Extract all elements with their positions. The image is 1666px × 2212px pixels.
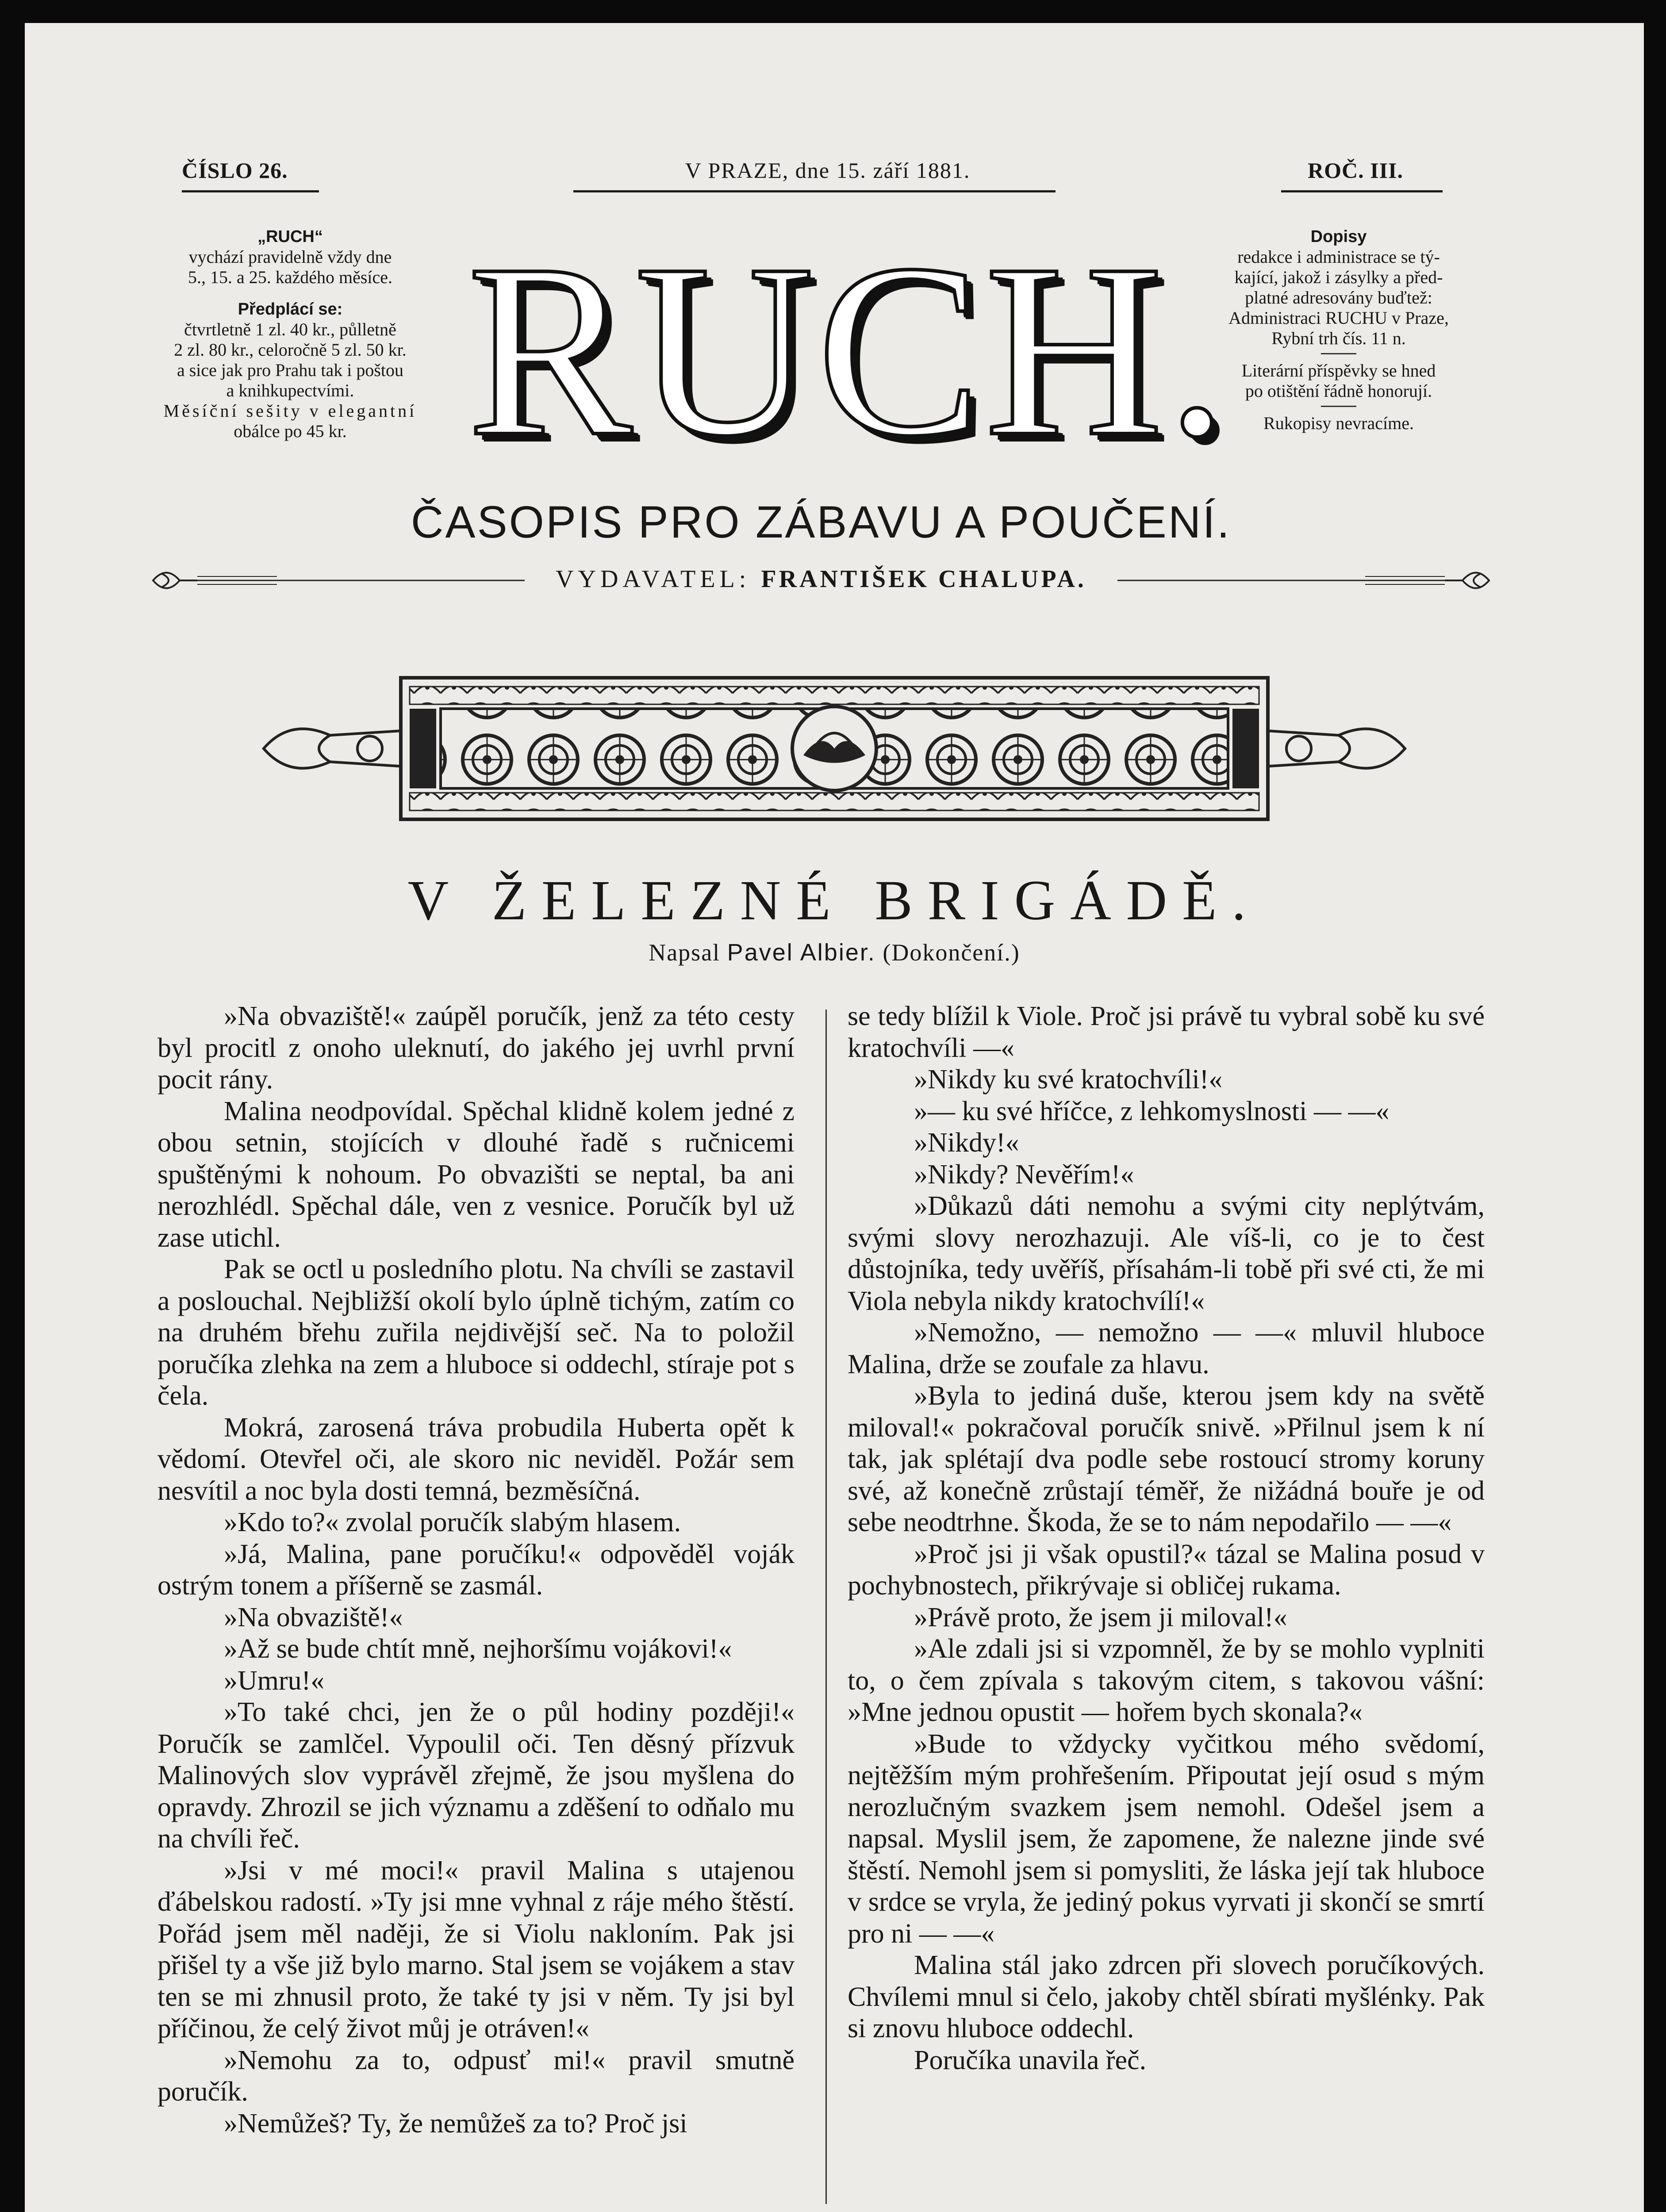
author-name: Pavel Albier. (727, 939, 876, 966)
paragraph: »Nemůžeš? Ty, že nemůžeš za to? Proč jsi (224, 2108, 687, 2139)
paragraph: »Ale zdali jsi si vzpomněl, že by se mohlo vyplniti to, o čem zpívala s takovým citem, s takovou vášní: »Mne jednou opustit — hořem bych skonala?« (848, 1634, 1485, 1727)
paragraph: Malina stál jako zdrcen při slovech poručíkových. Chvílemi mnul si čelo, jakoby chtěl sbírati myšlénky. Pak si znovu hluboce oddechl. (848, 1950, 1485, 2043)
info-line: obálce po 45 kr. (234, 421, 347, 441)
publisher-line (423, 565, 1219, 593)
paragraph: »Důkazů dáti nemohu a svými city neplýtvám, svými slovy nerozhazuji. Ale víš-li, co je to čest důstojníka, tedy uvěříš, přísahám-li tobě při své cti, že mi Viola nebyla nikdy kratochvílí!« (848, 1191, 1485, 1316)
ornamental-banner (255, 660, 1414, 837)
divider (1321, 353, 1356, 354)
info-line: Měsíční sešity v elegantní (163, 401, 417, 421)
paragraph: Mokrá, zarosená tráva probudila Huberta opět k vědomí. Otevřel oči, ale skoro nic neviděl. Požár sem nesvítil a noc byla dosti temná, bezměsíčná. (157, 1412, 795, 1506)
paragraph: »Až se bude chtít mně, nejhoršímu vojákovi!« (224, 1634, 732, 1664)
paragraph: »Umru!« (224, 1665, 325, 1696)
divider (1321, 406, 1356, 407)
info-line: 2 zl. 80 kr., celoročně 5 zl. 50 kr. (174, 340, 407, 360)
volume-number: ROČ. III. (1308, 158, 1403, 183)
paragraph: »Nemožno, — nemožno — —« mluvil hluboce Malina, drže se zoufale za hlavu. (848, 1317, 1485, 1379)
info-line: kající, jakož i zásylky a před- (1234, 267, 1443, 287)
paragraph: »To také chci, jen že o půl hodiny později!« Poručík se zamlčel. Vypoulil oči. Ten děsný přízvuk Malinových slov vyprávěl zřejmě, že jsou myšlena do opravdy. Zhrozil se jich významu a zděšení to odňalo mu na chvíli řeč. (157, 1697, 795, 1854)
dateline: V PRAZE, dne 15. září 1881. (685, 158, 971, 183)
info-line: platné adresovány buďtež: (1245, 288, 1432, 307)
subscription-heading: Předplácí se: (238, 300, 343, 319)
paragraph: »Bude to vždycky vyčitkou mého svědomí, nejtěžším mým prohřešením. Připoutat její osud s mým nerozlučným svazkem jsem nemohl. Odešel jsem a napsal. Myslil jsem, že zapomene, že nalezne jinde své štěstí. Nemohl jsem si pomysliti, že láska její tak hluboce v srdce se vryla, že jediný pokus vyrvati ji skončí se smrtí pro ni — —« (848, 1728, 1485, 1949)
info-line: redakce i administrace se tý- (1237, 247, 1440, 267)
paragraph: »— ku své hříčce, z lehkomyslnosti — —« (914, 1096, 1390, 1126)
info-line: a sice jak pro Prahu tak i poštou (177, 360, 404, 380)
paragraph: »Jsi v mé moci!« pravil Malina s utajenou ďábelskou radostí. »Ty jsi mne vyhnal z ráje mého štěstí. Pořád jsem měl naději, že si Violu nakloním. Pak jsi přišel ty a vše již bylo marno. Stal jsem se vojákem a stav ten se mi zhnusil proto, že také ty jsi v něm. Ty jsi byl příčinou, že celý život můj je otráven!« (157, 1855, 795, 2043)
column-divider (825, 1010, 827, 2204)
info-line: čtvrtletně 1 zl. 40 kr., půlletně (184, 319, 396, 339)
byline-prefix: Napsal (649, 939, 721, 966)
article-byline (157, 939, 1511, 966)
info-line: Rybní trh čís. 11 n. (1271, 328, 1406, 348)
info-line: Literární příspěvky se hned (1241, 361, 1436, 380)
subscription-info (135, 227, 445, 442)
paragraph: »Nemohu za to, odpusť mi!« pravil smutně poručík. (157, 2045, 795, 2107)
newspaper-page (25, 23, 1644, 2212)
info-line: Rukopisy nevracíme. (1263, 413, 1414, 433)
info-line: vychází pravidelně vždy dne (188, 247, 392, 267)
paragraph: »Byla to jediná duše, kterou jsem kdy na světě miloval!« pokračoval poručík snivě. »Přilnul jsem k ní tak, jak splétají dva podle sebe rostoucí stromy koruny své, až konečně zrůstají téměř, že nižádná bouře je od sebe neodtrhne. Škoda, že se to nám nepodařilo — —« (848, 1381, 1485, 1537)
paragraph: »Nikdy? Nevěřím!« (914, 1159, 1134, 1190)
paragraph: »Kdo to?« zvolal poručík slabým hlasem. (224, 1507, 681, 1537)
paragraph: »Na obvaziště!« (224, 1602, 403, 1632)
paragraph: se tedy blížil k Viole. Proč jsi právě tu vybral sobě ku své kratochvíli —« (848, 1001, 1485, 1063)
masthead-subtitle: ČASOPIS PRO ZÁBAVU A POUČENÍ. (411, 497, 1232, 547)
paragraph: Malina neodpovídal. Spěchal klidně kolem jedné z obou setnin, stojících v dlouhé řadě s ručnicemi spuštěnými k nohoum. Po obvazišti se neptal, ba ani nerozhlédl. Spěchal dále, ven z vesnice. Poručík byl už zase utichl. (157, 1096, 795, 1253)
masthead-title: RUCH. (467, 213, 1231, 488)
dateline-underline (573, 190, 1056, 192)
publisher-name: FRANTIŠEK CHALUPA. (761, 565, 1086, 593)
info-line: a knihkupectvími. (226, 380, 354, 400)
left-column (157, 1001, 795, 2139)
info-line: 5., 15. a 25. každého měsíce. (188, 267, 393, 287)
paragraph: »Na obvaziště!« zaúpěl poručík, jenž za této cesty byl procitl z onoho uleknutí, do jakého jej uvrhl první pocit rány. (157, 1001, 795, 1094)
paper-name: „RUCH“ (257, 227, 323, 246)
info-line: po otištění řádně honorují. (1245, 381, 1432, 401)
article-title: V ŽELEZNÉ BRIGÁDĚ. (407, 869, 1261, 932)
issue-underline (182, 190, 319, 192)
info-line: Administraci RUCHU v Praze, (1228, 308, 1449, 328)
right-column (848, 1001, 1485, 2076)
paragraph: »Já, Malina, pane poručíku!« odpověděl voják ostrým tonem a příšerně se zasmál. (157, 1539, 795, 1601)
contact-info (1179, 227, 1498, 434)
letters-heading: Dopisy (1310, 227, 1367, 246)
volume-underline (1281, 190, 1443, 192)
paragraph: »Nikdy!« (914, 1128, 1019, 1158)
publisher-label: VYDAVATEL: (556, 565, 751, 593)
paragraph: Pak se octl u posledního plotu. Na chvíli se zastavil a poslouchal. Nejbližší okolí bylo úplně tichým, zatím co na druhém břehu zuřila nejdivější seč. Na to položil poručíka zlehka na zem a hluboce si oddechl, stíraje pot s čela. (157, 1254, 795, 1411)
issue-number: ČÍSLO 26. (182, 158, 288, 183)
paragraph: »Právě proto, že jsem ji miloval!« (914, 1602, 1287, 1632)
paragraph: Poručíka unavila řeč. (914, 2045, 1147, 2075)
byline-note: (Dokončení.) (883, 939, 1020, 966)
paragraph: »Nikdy ku své kratochvíli!« (914, 1064, 1223, 1094)
paragraph: »Proč jsi ji však opustil?« tázal se Malina posud v pochybnostech, přikrývaje si obličej rukama. (848, 1539, 1485, 1601)
